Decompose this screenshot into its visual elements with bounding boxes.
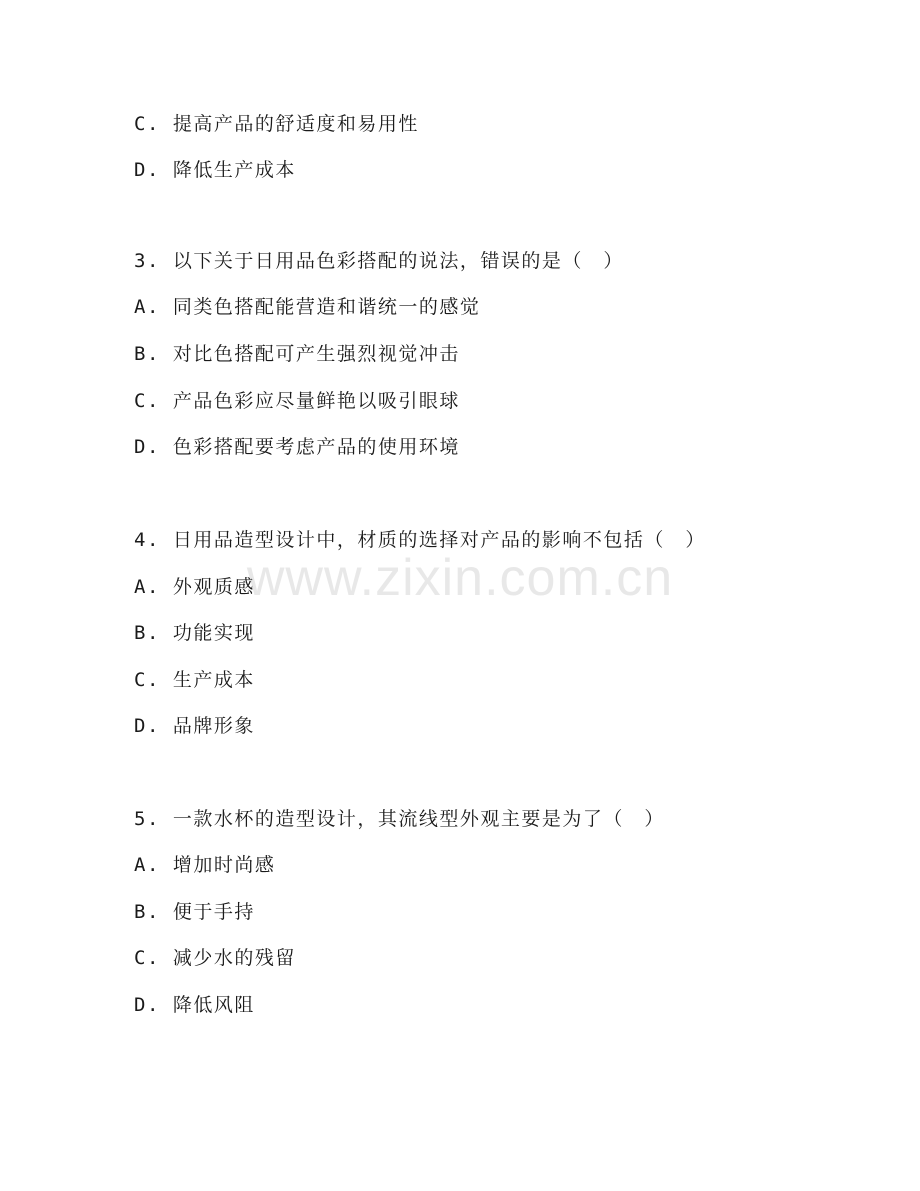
q4-option-a: A. 外观质感 bbox=[134, 576, 255, 598]
q4-option-c: C. 生产成本 bbox=[134, 669, 255, 691]
q5-option-a: A. 增加时尚感 bbox=[134, 854, 276, 876]
q5-option-b: B. 便于手持 bbox=[134, 901, 255, 923]
q2-option-d: D. 降低生产成本 bbox=[134, 159, 296, 181]
q3-option-a: A. 同类色搭配能营造和谐统一的感觉 bbox=[134, 296, 481, 318]
q5-stem: 5. 一款水杯的造型设计，其流线型外观主要是为了（ ） bbox=[134, 808, 665, 830]
q4-option-d: D. 品牌形象 bbox=[134, 715, 255, 737]
q5-option-d: D. 降低风阻 bbox=[134, 994, 255, 1016]
q3-option-d: D. 色彩搭配要考虑产品的使用环境 bbox=[134, 436, 460, 458]
q4-stem: 4. 日用品造型设计中，材质的选择对产品的影响不包括（ ） bbox=[134, 529, 706, 551]
q4-option-b: B. 功能实现 bbox=[134, 622, 255, 644]
q3-option-b: B. 对比色搭配可产生强烈视觉冲击 bbox=[134, 343, 460, 365]
q3-stem: 3. 以下关于日用品色彩搭配的说法，错误的是（ ） bbox=[134, 250, 624, 272]
q3-option-c: C. 产品色彩应尽量鲜艳以吸引眼球 bbox=[134, 390, 460, 412]
watermark: www.zixin.com.cn bbox=[246, 549, 674, 607]
q5-option-c: C. 减少水的残留 bbox=[134, 947, 296, 969]
q2-option-c: C. 提高产品的舒适度和易用性 bbox=[134, 113, 419, 135]
